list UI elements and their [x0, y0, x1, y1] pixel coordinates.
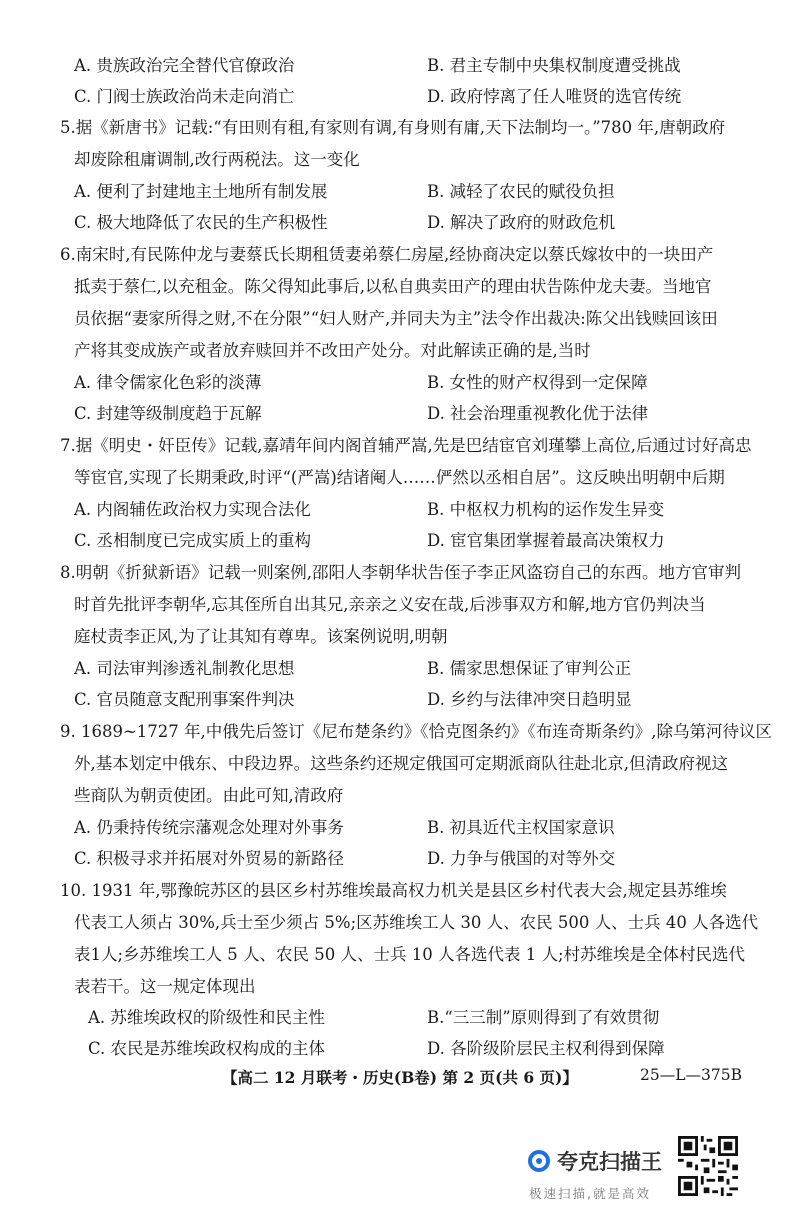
- q4-option-c: C. 门阀士族政治尚未走向消亡: [74, 87, 295, 106]
- q9-option-d: D. 力争与俄国的对等外交: [427, 849, 616, 868]
- q9-stem-line3: 些商队为朝贡使团。由此可知,清政府: [74, 786, 344, 805]
- q6-option-c: C. 封建等级制度趋于瓦解: [74, 404, 262, 423]
- q6-stem-line2: 抵卖于蔡仁,以充租金。陈父得知此事后,以私自典卖田产的理由状告陈仲龙夫妻。当地官: [74, 277, 712, 296]
- q5-option-d: D. 解决了政府的财政危机: [427, 213, 616, 232]
- q6-option-b: B. 女性的财产权得到一定保障: [427, 373, 648, 392]
- q10-option-a: A. 苏维埃政权的阶级性和民主性: [88, 1008, 325, 1027]
- qr-code-icon: [678, 1136, 738, 1196]
- q9-stem-line2: 外,基本划定中俄东、中段边界。这些条约还规定俄国可定期派商队往赴北京,但清政府视这: [74, 754, 728, 773]
- q5-option-b: B. 减轻了农民的赋役负担: [427, 182, 615, 201]
- q6-stem-line4: 产将其变成族产或者放弃赎回并不改田产处分。对此解读正确的是,当时: [74, 341, 591, 360]
- q10-option-b: B.“三三制”原则得到了有效贯彻: [427, 1008, 660, 1027]
- q5-option-a: A. 便利了封建地主土地所有制发展: [74, 182, 328, 201]
- q9-stem-line1: 9. 1689~1727 年,中俄先后签订《尼布楚条约》《恰克图条约》《布连奇斯条约》,除乌第河待议区: [60, 722, 773, 741]
- q9-option-b: B. 初具近代主权国家意识: [427, 818, 615, 837]
- q7-option-b: B. 中枢权力机构的运作发生异变: [427, 500, 665, 519]
- q5-option-c: C. 极大地降低了农民的生产积极性: [74, 213, 328, 232]
- q6-stem-line3: 员依据“妻家所得之财,不在分限”“妇人财产,并同夫为主”法令作出裁决:陈父出钱赎回该田: [74, 309, 718, 328]
- q4-option-a: A. 贵族政治完全替代官僚政治: [74, 56, 295, 75]
- page-footer: 【高二 12 月联考・历史(B卷) 第 2 页(共 6 页)】: [222, 1068, 578, 1087]
- q5-stem-line1: 5.据《新唐书》记载:“有田则有租,有家则有调,有身则有庸,天下法制均一。”780 年,唐朝政府: [60, 118, 726, 137]
- q9-option-c: C. 积极寻求并拓展对外贸易的新路径: [74, 849, 345, 868]
- q8-option-c: C. 官员随意支配刑事案件判决: [74, 690, 295, 709]
- q7-option-d: D. 宦官集团掌握着最高决策权力: [427, 531, 665, 550]
- q8-option-b: B. 儒家思想保证了审判公正: [427, 659, 632, 678]
- q8-option-d: D. 乡约与法律冲突日趋明显: [427, 690, 632, 709]
- watermark-subtitle: 极速扫描,就是高效: [529, 1186, 651, 1201]
- q4-option-d: D. 政府悖离了任人唯贤的选官传统: [427, 87, 682, 106]
- q10-stem-line4: 表若干。这一规定体现出: [74, 977, 256, 996]
- q10-stem-line1: 10. 1931 年,鄂豫皖苏区的县区乡村苏维埃最高权力机关是县区乡村代表大会,规定县苏维埃: [60, 881, 727, 900]
- q8-option-a: A. 司法审判渗透礼制教化思想: [74, 659, 295, 678]
- q10-stem-line3: 表1人;乡苏维埃工人 5 人、农民 50 人、士兵 10 人各选代表 1 人;村苏维埃是全体村民选代: [74, 945, 746, 964]
- q7-stem-line2: 等宦官,实现了长期秉政,时评“(严嵩)结诸阉人……俨然以丞相自居”。这反映出明朝中后期: [74, 468, 725, 487]
- q6-stem-line1: 6.南宋时,有民陈仲龙与妻蔡氏长期租赁妻弟蔡仁房屋,经协商决定以蔡氏嫁妆中的一块田产: [60, 245, 714, 264]
- q9-option-a: A. 仍秉持传统宗藩观念处理对外事务: [74, 818, 344, 837]
- q10-stem-line2: 代表工人须占 30%,兵士至少须占 5%;区苏维埃工人 30 人、农民 500 人、士兵 40 人各选代: [74, 913, 759, 932]
- q6-option-a: A. 律令儒家化色彩的淡薄: [74, 373, 262, 392]
- q7-stem-line1: 7.据《明史・奸臣传》记载,嘉靖年间内阁首辅严嵩,先是巴结宦官刘瑾攀上高位,后通过讨好高忠: [60, 436, 752, 455]
- watermark-title: 夸克扫描王: [557, 1150, 662, 1174]
- q10-option-d: D. 各阶级阶层民主权利得到保障: [427, 1039, 665, 1058]
- q8-stem-line2: 时首先批评李朝华,忘其侄所自出其兄,亲亲之义安在哉,后涉事双方和解,地方官仍判决当: [74, 595, 706, 614]
- q10-option-c: C. 农民是苏维埃政权构成的主体: [88, 1039, 326, 1058]
- q8-stem-line1: 8.明朝《折狱新语》记载一则案例,邵阳人李朝华状告侄子李正风盗窃自己的东西。地方官审判: [60, 563, 741, 582]
- q6-option-d: D. 社会治理重视教化优于法律: [427, 404, 649, 423]
- q7-option-a: A. 内阁辅佐政治权力实现合法化: [74, 500, 311, 519]
- q8-stem-line3: 庭杖责李正风,为了让其知有尊卑。该案例说明,明朝: [74, 627, 448, 646]
- quark-logo-icon: [527, 1149, 551, 1173]
- q5-stem-line2: 却废除租庸调制,改行两税法。这一变化: [74, 150, 360, 169]
- q4-option-b: B. 君主专制中央集权制度遭受挑战: [427, 56, 681, 75]
- exam-code: 25—L—375B: [640, 1066, 742, 1084]
- q7-option-c: C. 丞相制度已完成实质上的重构: [74, 531, 312, 550]
